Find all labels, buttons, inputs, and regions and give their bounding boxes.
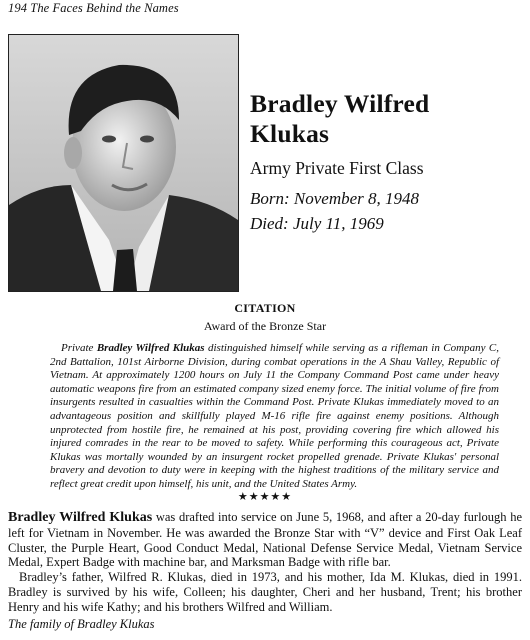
- person-name-line1: Bradley Wilfred: [250, 89, 430, 118]
- life-dates: [250, 186, 419, 236]
- section-separator: ★★★★★: [237, 491, 293, 503]
- biography-name: Bradley Wilfred Klukas: [8, 510, 153, 525]
- citation-heading: CITATION: [234, 301, 296, 315]
- biography-paragraph-1: was drafted into service on June 5, 1968, and after a 20-day furlough he left for Vietnam in November. He was awarded the Bronze Star with “V” device and First Oak Leaf Cluster, the Purple Heart, Good Conduct Medal, National Defense Service Medal, Vietnam Service Medal, Expert Badge with machine bar, and Marksman Badge with rifle bar.: [8, 510, 522, 570]
- birth-date: Born: November 8, 1948: [250, 189, 420, 208]
- person-name-line2: Klukas: [250, 119, 330, 148]
- biography-paragraph-2: Bradley’s father, Wilfred R. Klukas, died in 1973, and his mother, Ida M. Klukas, died in 1991. Bradley is survived by his wife, Colleen; his daughter, Cheri and her husband, Trent; his brother Henry and his wife Kathy; and his brothers Wilfred and William.: [8, 570, 522, 614]
- citation-body: distinguished himself while serving as a rifleman in Company C, 2nd Battalion, 101st Airborne Division, during combat operations in the A Shau Valley, Republic of Vietnam. At approximately 1200 hours on July 11 the Company Command Post came under heavy automatic weapons fire from an estimated company sized enemy force. The initial volume of fire from insurgents resulted in casualties within the Command Post. Private Klukas immediately moved to an advantageous position and skillfully played M-16 rifle fire against enemy positions. Although unprotected from hostile fire, he remained at his post, providing covering fire which allowed his injured comrades in the rear to be moved to safety. While performing this courageous act, Private Klukas was mortally wounded by an insurgent rocket propelled grenade. Private Klukas' personal bravery and devotion to duty were in keeping with the highest traditions of the military service and reflect great credit upon himself, his unit, and the United States Army.: [50, 342, 499, 490]
- running-head: 194 The Faces Behind the Names: [8, 1, 179, 15]
- portrait-photo: [8, 34, 239, 292]
- citation-soldier-name: Bradley Wilfred Klukas: [96, 342, 205, 354]
- attribution: The family of Bradley Klukas: [8, 617, 155, 631]
- biography: [8, 510, 522, 615]
- citation-award: Award of the Bronze Star: [203, 319, 327, 333]
- portrait-illustration: [9, 35, 238, 291]
- death-date: Died: July 11, 1969: [250, 214, 384, 233]
- military-rank: Army Private First Class: [250, 158, 424, 178]
- citation-text: [50, 342, 499, 492]
- person-name: [250, 89, 429, 149]
- citation-lead: Private: [61, 342, 97, 354]
